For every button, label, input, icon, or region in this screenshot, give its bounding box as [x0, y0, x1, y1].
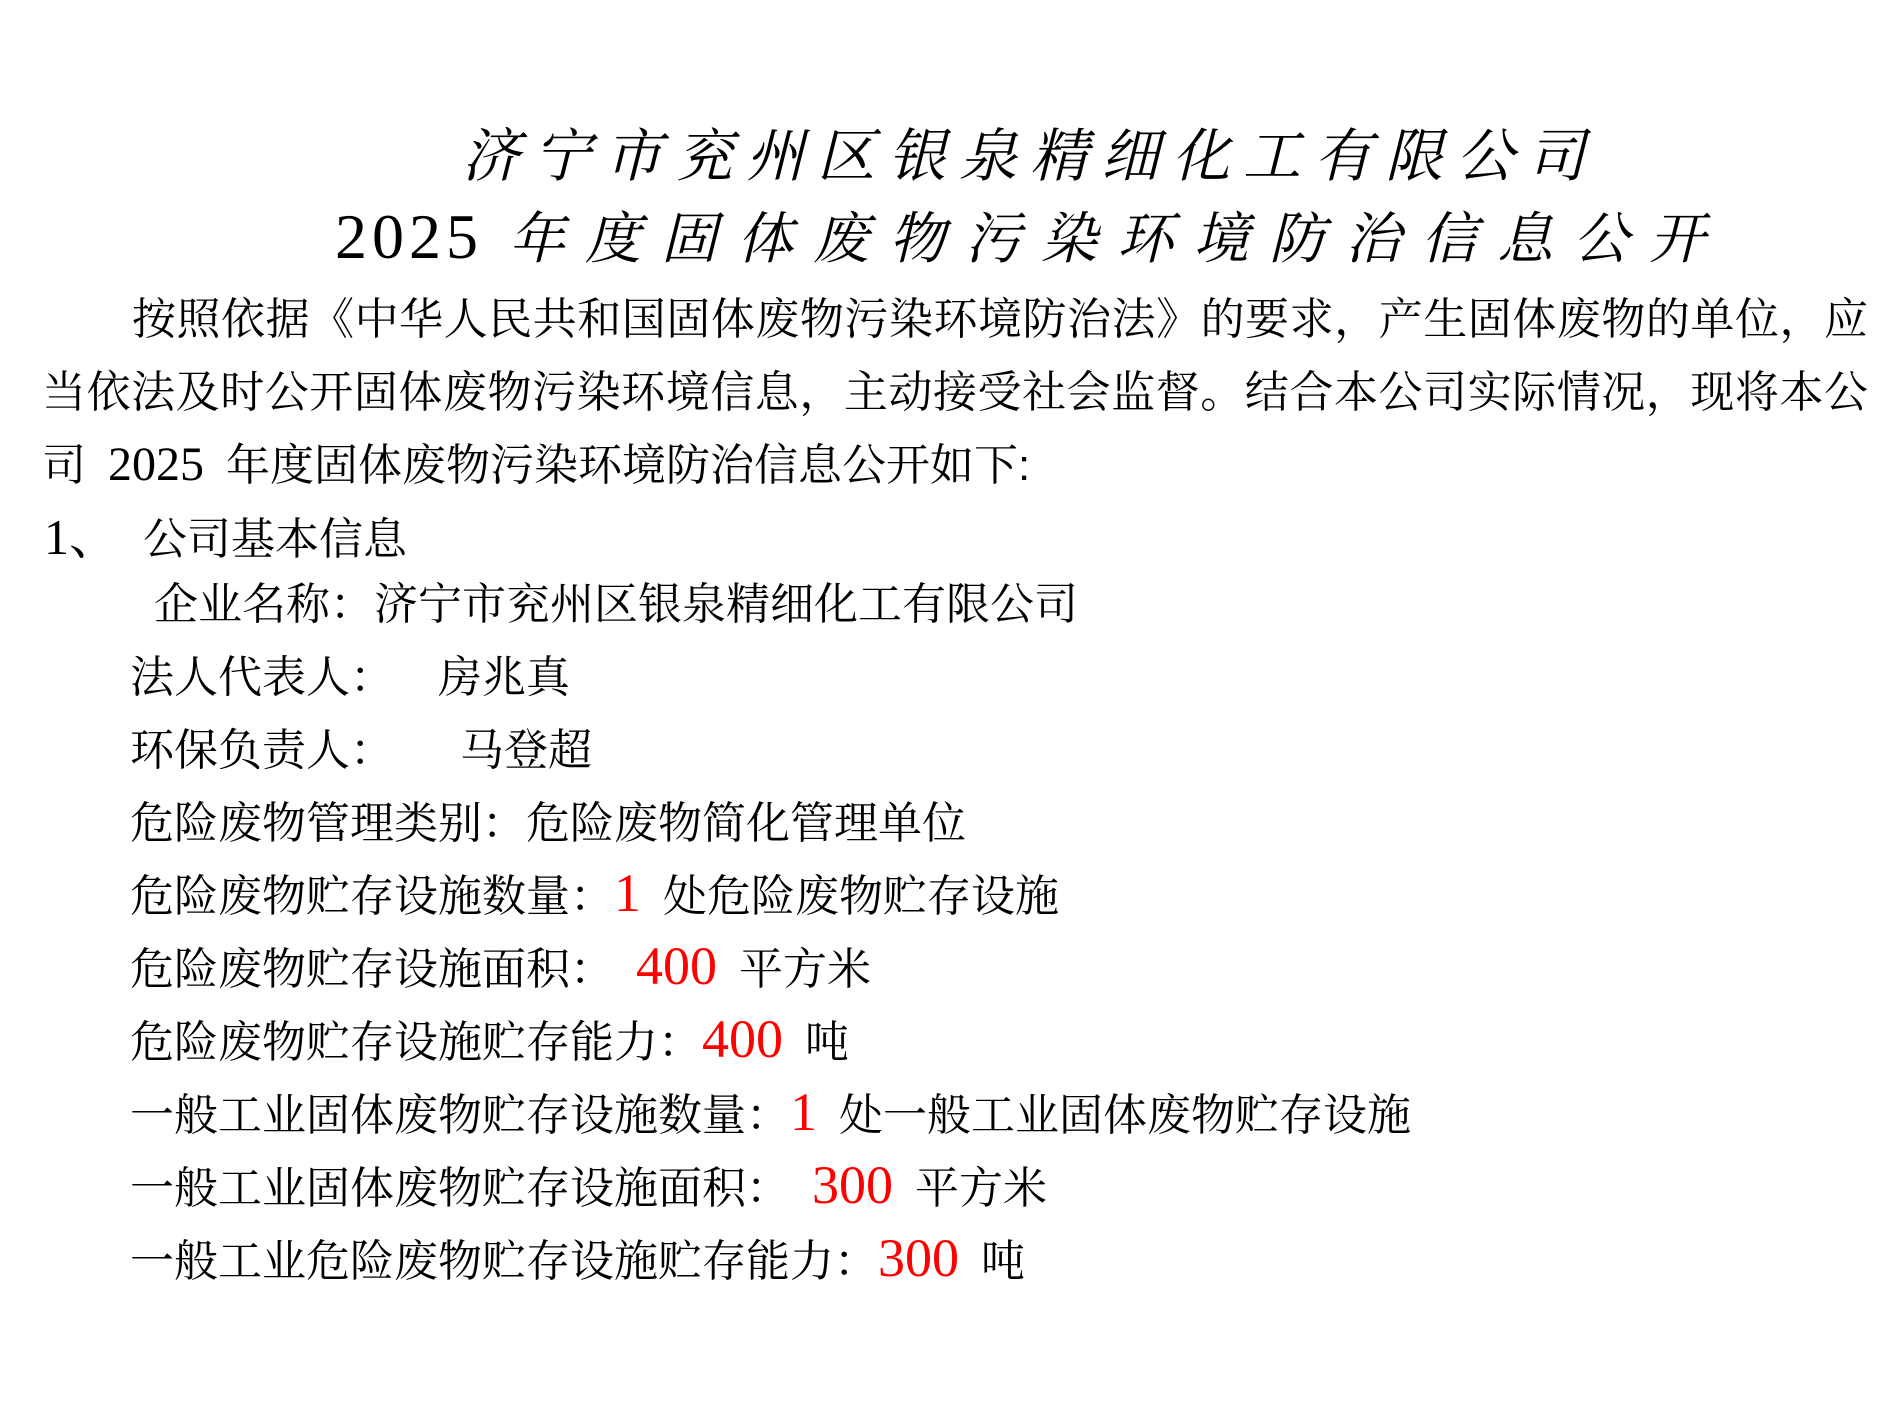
field-value: 马登超	[372, 726, 592, 775]
title-text: 年度固体废物污染环境防治信息公开	[509, 209, 1725, 271]
title-year: 2025	[335, 201, 483, 272]
intro-line-3	[42, 429, 1868, 502]
company-name-title: 济宁市兖州区银泉精细化工有限公司	[461, 124, 1598, 189]
field-row-company-name	[130, 568, 1411, 641]
company-info-fields	[130, 568, 1411, 1298]
field-number: 1	[790, 1082, 817, 1142]
intro-line-3-year: 2025	[108, 438, 204, 491]
field-value: 平方米	[893, 1164, 1047, 1213]
section-1-heading	[44, 503, 407, 576]
field-row-hazwaste-storage-capacity	[130, 1006, 1411, 1079]
field-label: 环保负责人：	[130, 726, 372, 775]
field-number: 300	[878, 1228, 959, 1288]
field-label: 企业名称：	[154, 580, 374, 629]
field-value: 处一般工业固体废物贮存设施	[817, 1091, 1411, 1140]
field-number: 400	[636, 936, 717, 996]
field-label: 危险废物贮存设施数量：	[130, 872, 614, 921]
field-label: 危险废物贮存设施面积：	[130, 945, 636, 994]
document-title	[0, 198, 1890, 281]
intro-line-3-prefix: 司	[42, 441, 108, 490]
field-value: 平方米	[717, 945, 871, 994]
field-number: 300	[812, 1155, 893, 1215]
section-1-number: 1、	[44, 509, 119, 565]
field-number: 400	[702, 1009, 783, 1069]
field-row-environmental-officer	[130, 714, 1411, 787]
field-value: 吨	[959, 1237, 1025, 1286]
field-label: 危险废物贮存设施贮存能力：	[130, 1018, 702, 1067]
field-row-general-waste-storage-capacity	[130, 1225, 1411, 1298]
field-row-general-waste-storage-area	[130, 1152, 1411, 1225]
field-label: 法人代表人：	[130, 653, 372, 702]
field-value: 危险废物简化管理单位	[526, 799, 966, 848]
field-row-legal-representative	[130, 641, 1411, 714]
field-number: 1	[614, 863, 641, 923]
field-value: 处危险废物贮存设施	[641, 872, 1059, 921]
field-value: 吨	[783, 1018, 849, 1067]
field-label: 一般工业危险废物贮存设施贮存能力：	[130, 1237, 878, 1286]
intro-line-1: 按照依据《中华人民共和国固体废物污染环境防治法》的要求，产生固体废物的单位，应	[132, 295, 1868, 344]
field-value: 房兆真	[372, 653, 570, 702]
field-row-hazwaste-storage-count	[130, 860, 1411, 933]
intro-line-2: 当依法及时公开固体废物污染环境信息，主动接受社会监督。结合本公司实际情况，现将本公	[42, 368, 1868, 417]
field-label: 危险废物管理类别：	[130, 799, 526, 848]
intro-paragraph	[42, 283, 1868, 502]
intro-line-3-suffix: 年度固体废物污染环境防治信息公开如下:	[204, 441, 1031, 490]
field-value: 济宁市兖州区银泉精细化工有限公司	[374, 580, 1078, 629]
field-label: 一般工业固体废物贮存设施面积：	[130, 1164, 812, 1213]
field-row-hazwaste-storage-area	[130, 933, 1411, 1006]
section-1-title: 公司基本信息	[143, 515, 407, 564]
field-row-hazwaste-management-category	[130, 787, 1411, 860]
field-label: 一般工业固体废物贮存设施数量：	[130, 1091, 790, 1140]
field-row-general-waste-storage-count	[130, 1079, 1411, 1152]
